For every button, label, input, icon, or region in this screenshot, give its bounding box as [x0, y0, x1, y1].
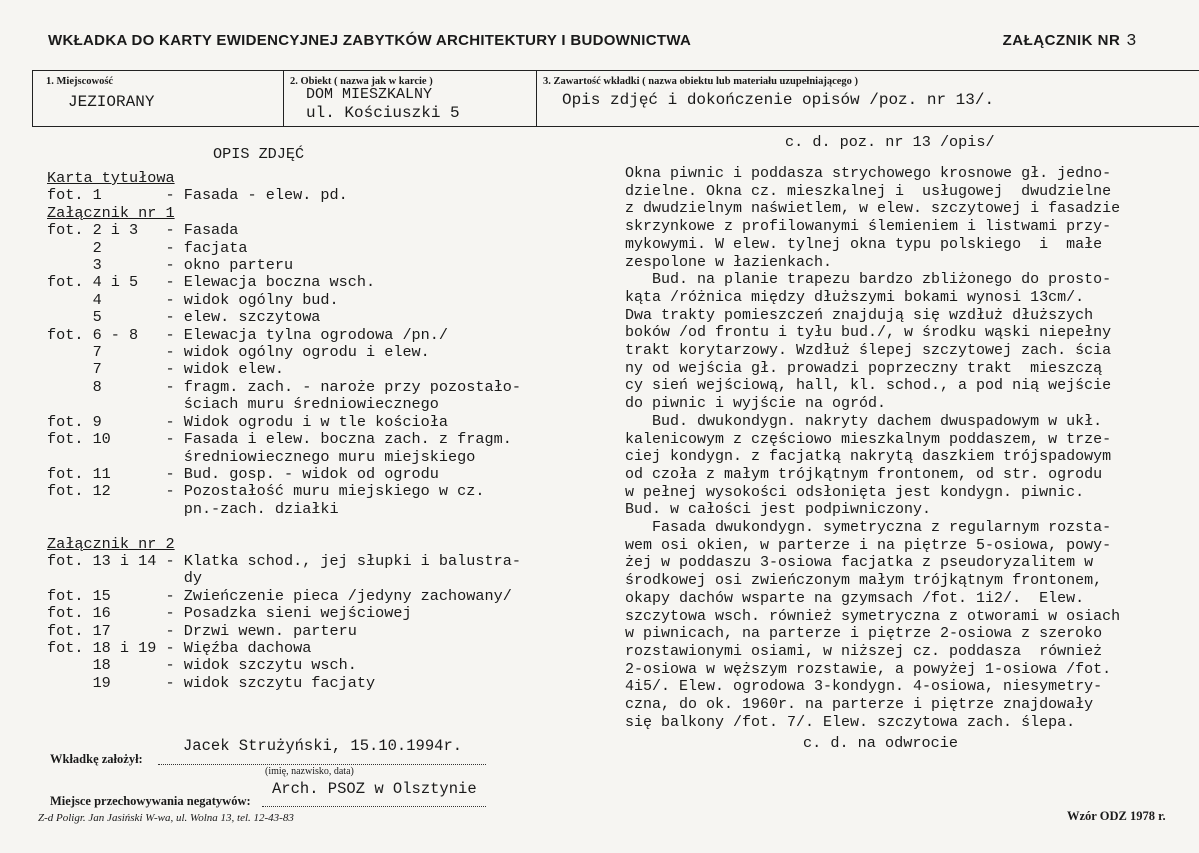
description-line: Okna piwnic i poddasza strychowego krosnowe gł. jedno-: [625, 165, 1112, 182]
description-line: szczytowa wsch. również symetryczna z otworami w osiach: [625, 607, 1121, 625]
photo-entry: 7 - widok ogólny ogrodu i elew.: [47, 343, 430, 362]
photo-entry: 2 - facjata: [47, 238, 248, 257]
annex-number: 3: [1126, 32, 1137, 51]
photo-entry: dy: [47, 569, 202, 588]
section-heading: Załącznik nr 2: [47, 534, 175, 553]
photo-entry: 3 - okno parteru: [47, 256, 294, 275]
field-1-label: 1. Miejscowość: [46, 76, 114, 87]
created-by-value: Jacek Strużyński, 15.10.1994r.: [183, 737, 463, 755]
description-line: Fasada dwukondygn. symetryczna z regularnym rozsta-: [625, 519, 1112, 537]
description-line: 4i5/. Elew. ogrodowa 3-kondygn. 4-osiowa, niesymetry-: [625, 678, 1103, 696]
description-line: kąta /różnica między dłuższymi bokami wynosi 13cm/.: [625, 288, 1085, 306]
photo-entry: fot. 13 i 14 - Klatka schod., jej słupki i balustra-: [47, 551, 521, 570]
photo-entry: [47, 518, 521, 535]
field-divider-2: [536, 70, 537, 126]
description-line: Bud. dwukondygn. nakryty dachem dwuspadowym w ukł.: [625, 412, 1103, 430]
description-line: Dwa trakty pomieszczeń znajdują się wzdłuż dłuższych: [625, 306, 1094, 324]
storage-value: Arch. PSOZ w Olsztynie: [272, 780, 477, 798]
photo-entry: 18 - widok szczytu wsch.: [47, 656, 357, 675]
description-line: się balkony /fot. 7/. Elew. szczytowa zach. ślepa.: [625, 713, 1076, 731]
description-line: Bud. w całości jest podpiwniczony.: [625, 501, 932, 519]
description-line: mykowymi. W elew. tylnej okna typu polskiego i małe: [625, 235, 1103, 253]
photo-entry: 7 - widok elew.: [47, 360, 284, 379]
description-continuation: [625, 165, 1120, 732]
photo-entry: pn.-zach. działki: [47, 499, 339, 518]
annex-label-text: ZAŁĄCZNIK NR: [1002, 32, 1121, 49]
description-line: ciej kondygn. z facjatką nakrytą daszkiem trójspadowym: [625, 448, 1112, 466]
field-divider-1: [283, 70, 284, 126]
created-by-dotline: [158, 764, 486, 765]
left-heading: OPIS ZDJĘĆ: [213, 145, 305, 163]
description-line: boków /od frontu i tyłu bud./, w środku wąski niepełny: [625, 324, 1112, 342]
form-id: Wzór ODZ 1978 r.: [1067, 809, 1166, 823]
description-line: dzielne. Okna cz. mieszkalnej i usługowej dwudzielne: [625, 182, 1112, 200]
photo-entry: fot. 15 - Zwieńczenie pieca /jedyny zachowany/: [47, 586, 512, 605]
description-line: z dwudzielnym naświetlem, w elew. szczytowej i fasadzie: [625, 200, 1121, 218]
field-2-value-line1: DOM MIESZKALNY: [306, 86, 433, 103]
photo-entry: 19 - widok szczytu facjaty: [47, 673, 376, 692]
description-line: w piwnicach, na parterze i piętrze 2-osiowa z szeroko: [625, 625, 1103, 643]
section-heading: Załącznik nr 1: [47, 203, 175, 222]
field-3-value: Opis zdjęć i dokończenie opisów /poz. nr 13/.: [562, 91, 995, 109]
description-line: Bud. na planie trapezu bardzo zbliżonego do prosto-: [625, 271, 1112, 289]
created-by-label: Wkładkę założył:: [50, 752, 143, 766]
form-title: WKŁADKA DO KARTY EWIDENCYJNEJ ZABYTKÓW ARCHITEKTURY I BUDOWNICTWA: [48, 32, 692, 49]
field-2-value-line2: ul. Kościuszki 5: [306, 104, 460, 122]
description-line: do piwnic i wyjście na ogród.: [625, 395, 887, 413]
description-line: skrzynkowe z profilowanymi ślemieniem i listwami przy-: [625, 218, 1112, 236]
photo-entry: fot. 16 - Posadzka sieni wejściowej: [47, 604, 412, 623]
photo-entry: fot. 18 i 19 - Więźba dachowa: [47, 638, 312, 657]
field-1-value: JEZIORANY: [68, 93, 155, 111]
photo-description-list: [47, 170, 521, 692]
description-line: środkowej osi zwieńczonym małym trójkątnym frontonem,: [625, 572, 1103, 590]
annex-label: [1003, 32, 1137, 51]
storage-label: Miejsce przechowywania negatywów:: [50, 794, 251, 808]
right-heading: c. d. poz. nr 13 /opis/: [785, 133, 995, 151]
photo-entry: ściach muru średniowiecznego: [47, 395, 439, 414]
photo-entry: fot. 11 - Bud. gosp. - widok od ogrodu: [47, 464, 439, 483]
field-3-label: 3. Zawartość wkładki ( nazwa obiektu lub materiału uzupełniającego ): [543, 76, 859, 87]
description-line: okapy dachów wsparte na gzymsach /fot. 1i2/. Elew.: [625, 589, 1085, 607]
photo-entry: fot. 2 i 3 - Fasada: [47, 221, 239, 240]
photo-entry: 8 - fragm. zach. - naroże przy pozostało-: [47, 377, 521, 396]
description-line: żej w poddaszu 3-osiowa facjatka z pseudoryzalitem w: [625, 554, 1094, 572]
description-line: w pełnej wysokości odsłonięta jest kondygn. piwnic.: [625, 483, 1085, 501]
photo-entry: fot. 6 - 8 - Elewacja tylna ogrodowa /pn./: [47, 325, 449, 344]
description-line: od czoła z małym trójkątnym frontonem, od str. ogrodu: [625, 465, 1103, 483]
continued-note: c. d. na odwrocie: [803, 734, 958, 752]
photo-entry: 5 - elew. szczytowa: [47, 308, 321, 327]
description-line: zespolone w łazienkach.: [625, 253, 833, 271]
photo-entry: 4 - widok ogólny bud.: [47, 290, 339, 309]
created-by-hint: (imię, nazwisko, data): [265, 766, 354, 777]
field-2-label: 2. Obiekt ( nazwa jak w karcie ): [290, 76, 433, 87]
description-line: czna, do ok. 1960r. na parterze i piętrze znajdowały: [625, 696, 1094, 714]
storage-dotline: [262, 806, 486, 807]
description-line: wem osi okien, w parterze i na piętrze 5-osiowa, powy-: [625, 536, 1112, 554]
description-line: trakt korytarzowy. Wzdłuż ślepej szczytowej zach. ścia: [625, 342, 1112, 360]
description-line: ny od wejścia gł. prowadzi poprzeczny trakt mieszczą: [625, 359, 1103, 377]
photo-entry: fot. 1 - Fasada - elew. pd.: [47, 186, 348, 205]
printer-imprint: Z-d Poligr. Jan Jasiński W-wa, ul. Wolna 13, tel. 12-43-83: [38, 812, 294, 824]
photo-entry: fot. 4 i 5 - Elewacja boczna wsch.: [47, 273, 376, 292]
description-line: rozstawionymi osiami, w niższej cz. poddasza również: [625, 642, 1103, 660]
photo-entry: fot. 9 - Widok ogrodu i w tle kościoła: [47, 412, 449, 431]
description-line: kalenicowym z częściowo mieszkalnym poddaszem, w trze-: [625, 430, 1112, 448]
photo-entry: średniowiecznego muru miejskiego: [47, 447, 476, 466]
photo-entry: fot. 17 - Drzwi wewn. parteru: [47, 621, 357, 640]
photo-entry: fot. 10 - Fasada i elew. boczna zach. z fragm.: [47, 430, 512, 449]
description-line: cy sień wejściową, hall, kl. schod., a pod nią wejście: [625, 377, 1112, 395]
photo-entry: fot. 12 - Pozostałość muru miejskiego w cz.: [47, 482, 485, 501]
description-line: 2-osiowa w węższym rozstawie, a powyżej 1-osiowa /fot.: [625, 660, 1112, 678]
section-heading: Karta tytułowa: [47, 169, 175, 187]
